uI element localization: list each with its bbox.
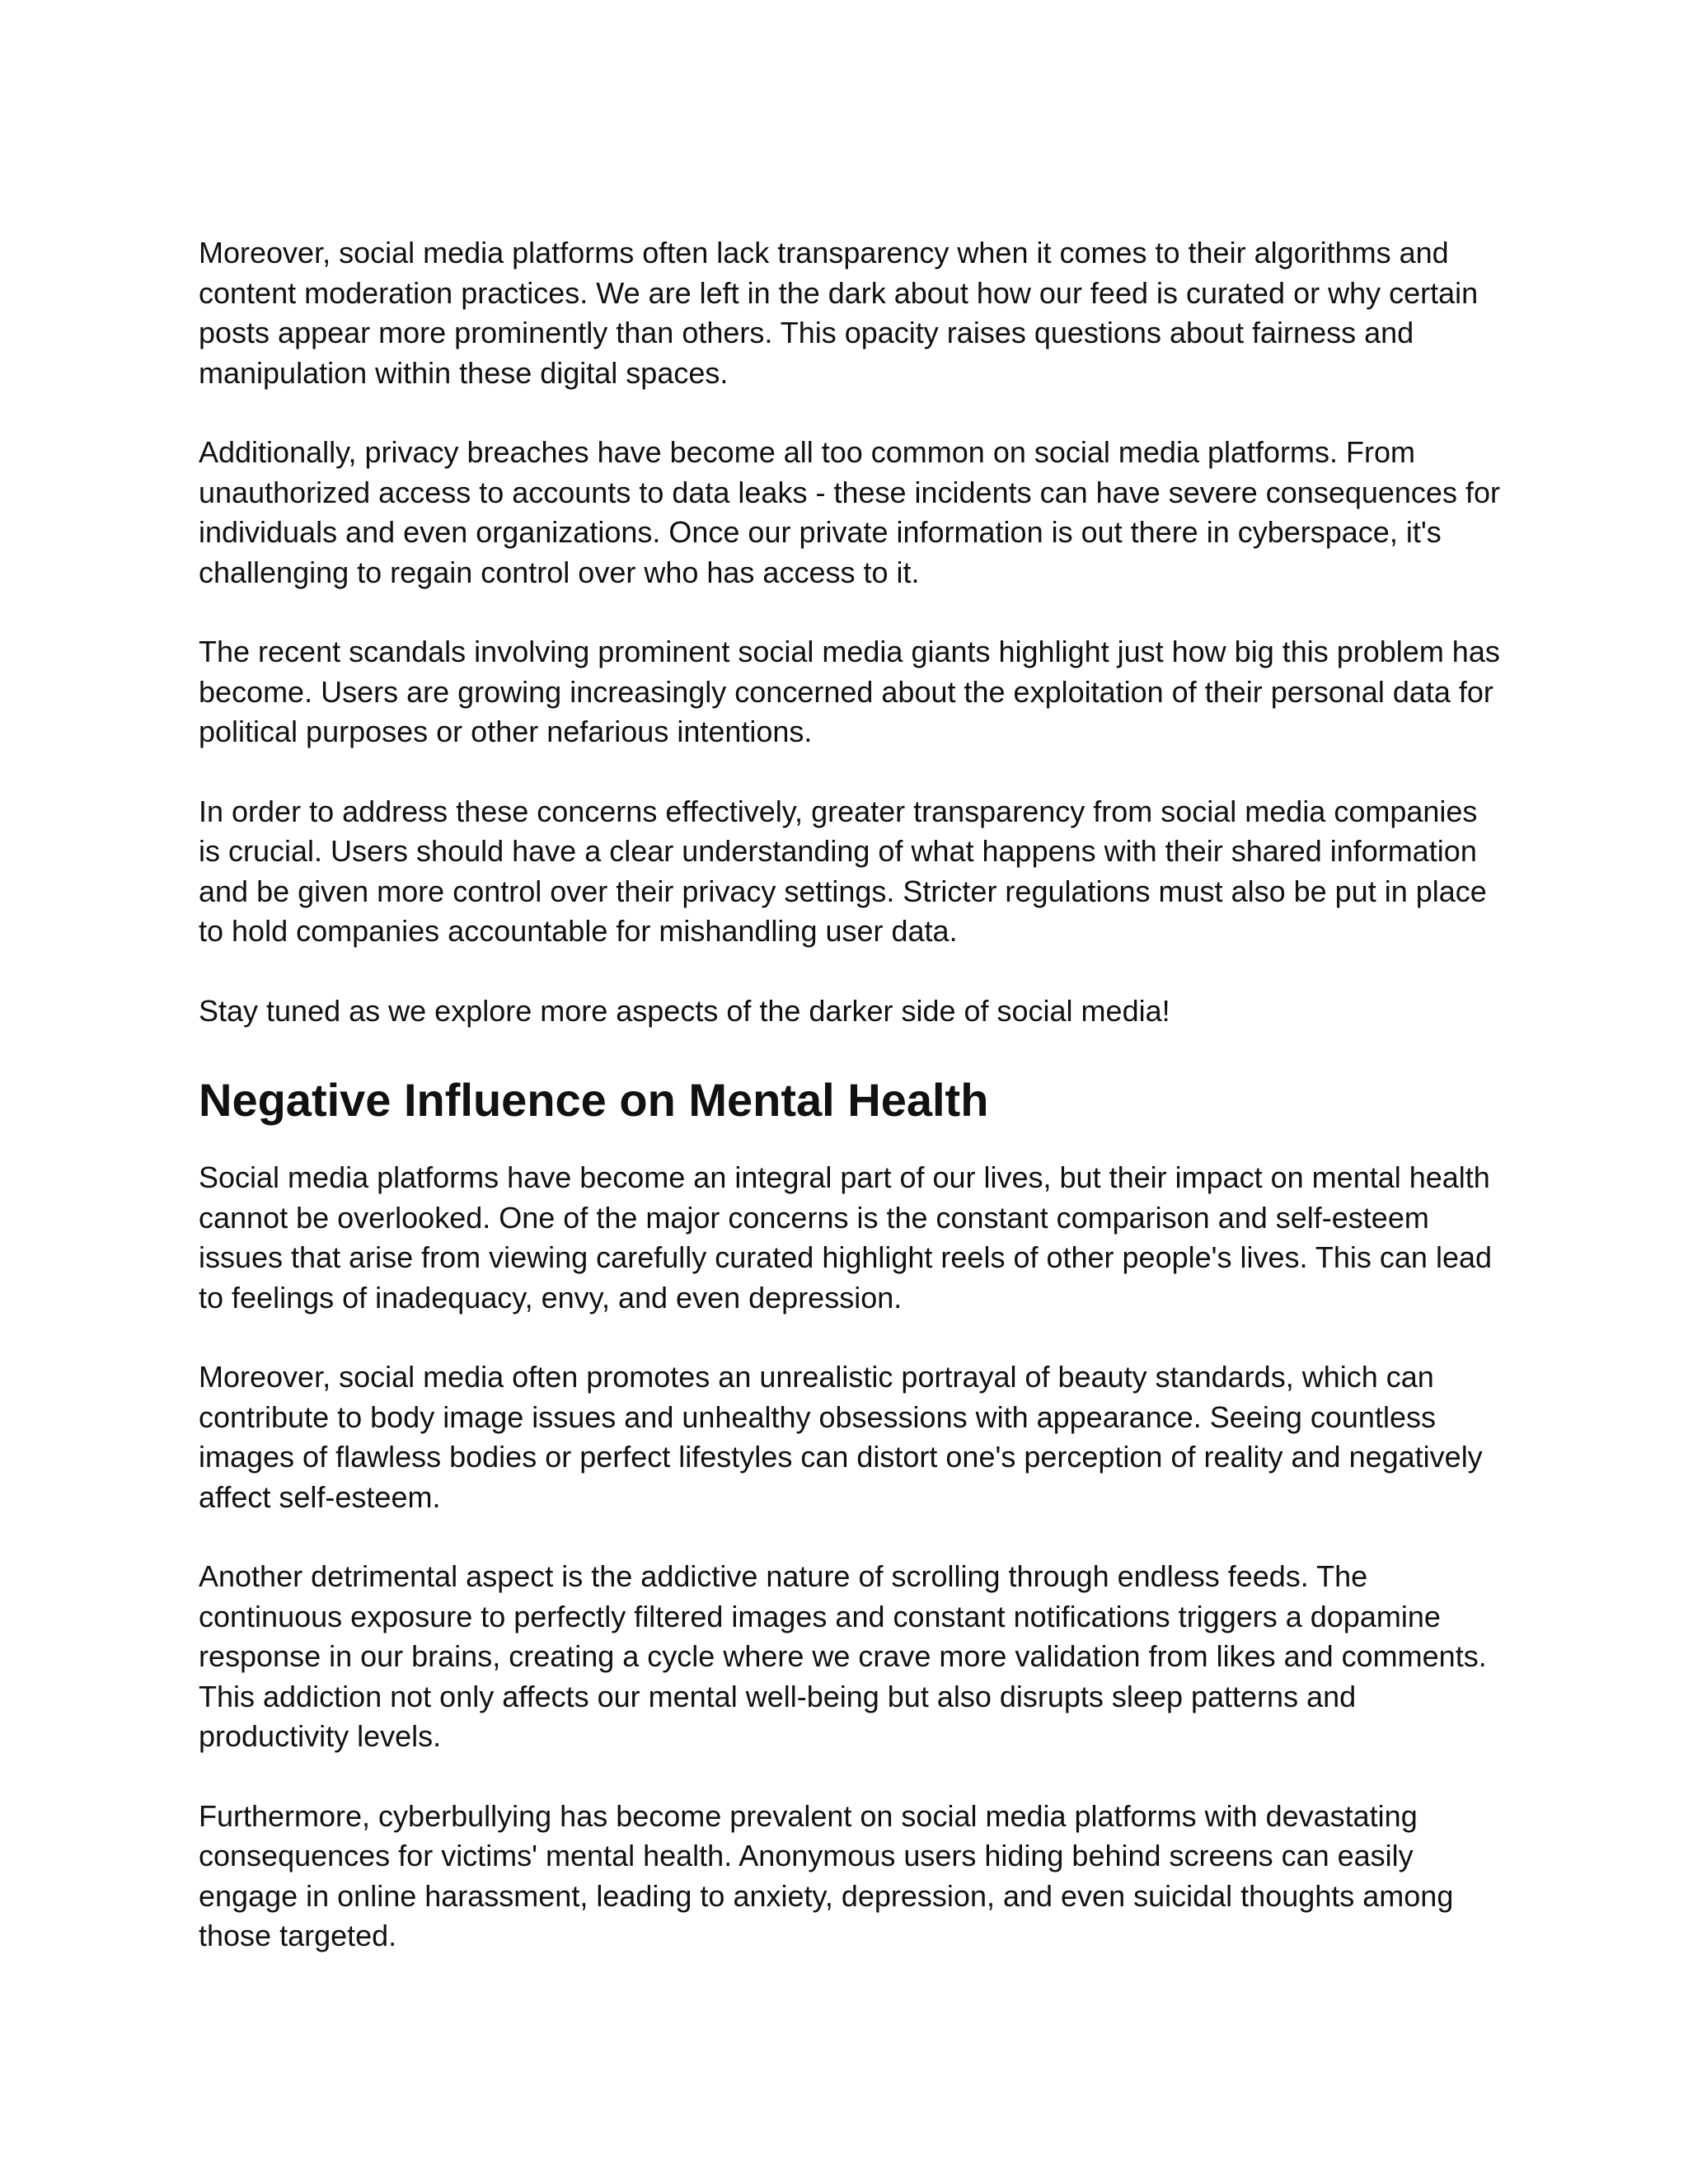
paragraph-cyberbullying: Furthermore, cyberbullying has become prevalent on social media platforms with devastating consequences for victims' mental health. Anonymous users hiding behind screens can easily engage in online harassment, leading to anxiety, depression, and even suicidal thoughts among those targeted. <box>199 1798 1454 1952</box>
paragraph-comparison-self-esteem: Social media platforms have become an integral part of our lives, but their impact on mental health cannot be overlooked. One of the major concerns is the constant comparison and self-esteem issues that arise from viewing carefully curated highlight reels of other people's lives. This can lead to feelings of inadequacy, envy, and even depression. <box>199 1160 1493 1315</box>
paragraph-address-concerns: In order to address these concerns effectively, greater transparency from social media companies is crucial. Users should have a clear understanding of what happens with their shared information and be given more control over their privacy settings. Stricter regulations must also be put in place to hold companies accountable for mishandling user data. <box>199 794 1487 948</box>
paragraph-beauty-standards: Moreover, social media often promotes an unrealistic portrayal of beauty standards, which can contribute to body image issues and unhealthy obsessions with appearance. Seeing countless images of flawless bodies or perfect lifestyles can distort one's perception of reality and negatively affect self-esteem. <box>199 1360 1483 1514</box>
paragraph-algorithm-transparency: Moreover, social media platforms often lack transparency when it comes to their algorithms and content moderation practices. We are left in the dark about how our feed is curated or why certain posts appear more prominently than others. This opacity raises questions about fairness and manipulation within these digital spaces. <box>199 236 1479 390</box>
section-heading-mental-health: Negative Influence on Mental Health <box>199 1074 989 1126</box>
document-body <box>199 233 1501 1996</box>
paragraph-stay-tuned: Stay tuned as we explore more aspects of the darker side of social media! <box>199 993 1170 1028</box>
paragraph-recent-scandals: The recent scandals involving prominent social media giants highlight just how big this problem has become. Users are growing increasingly concerned about the exploitation of their personal data for political purposes or other nefarious intentions. <box>199 635 1500 748</box>
paragraph-privacy-breaches: Additionally, privacy breaches have become all too common on social media platforms. From unauthorized access to accounts to data leaks - these incidents can have severe consequences for individuals and even organizations. Once our private information is out there in cyberspace, it's challenging to regain control over who has access to it. <box>199 435 1500 589</box>
paragraph-addictive-scrolling: Another detrimental aspect is the addictive nature of scrolling through endless feeds. The continuous exposure to perfectly filtered images and constant notifications triggers a dopamine response in our brains, creating a cycle where we crave more validation from likes and comments. This addiction not only affects our mental well-being but also disrupts sleep patterns and productivity levels. <box>199 1559 1487 1753</box>
